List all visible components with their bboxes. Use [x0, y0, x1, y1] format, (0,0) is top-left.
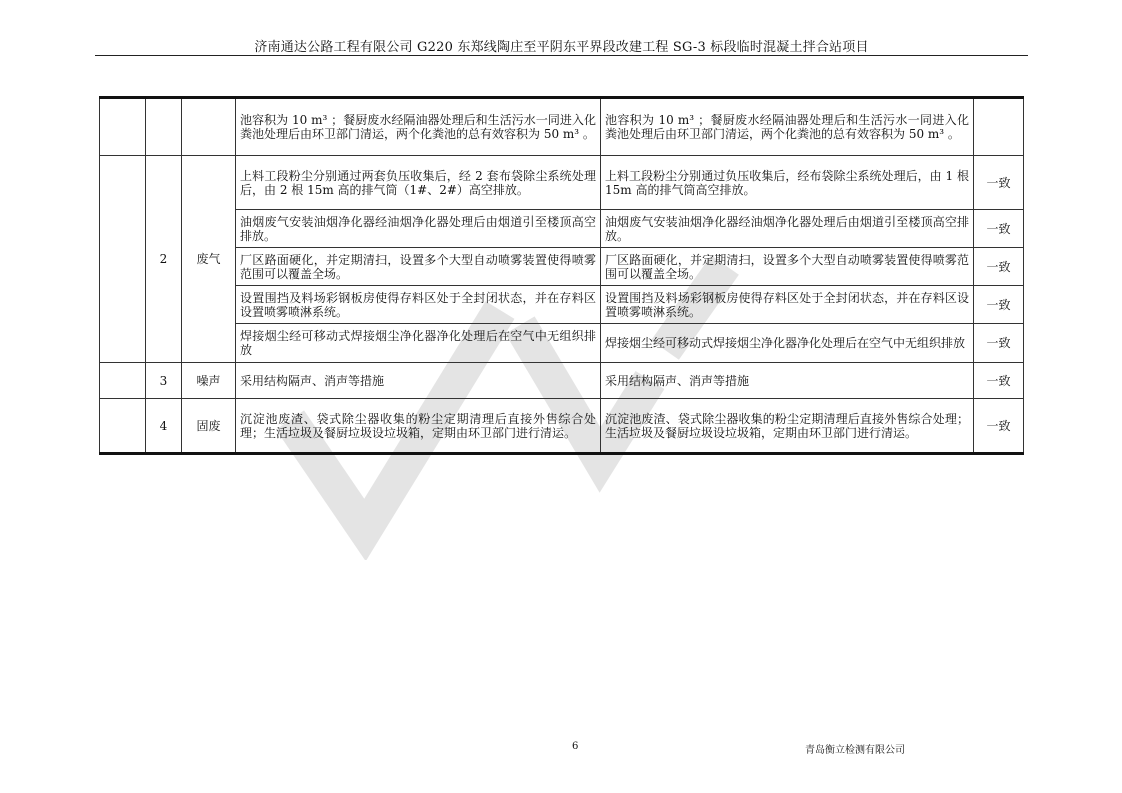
table-cell-num: 2 — [146, 156, 182, 363]
table-cell-actual: 池容积为 10 m³ ；餐厨废水经隔油器处理后和生活污水一同进入化粪池处理后由环卫部门清运，两个化粪池的总有效容积为 50 m³ 。 — [601, 98, 974, 156]
table-cell-num: 4 — [146, 399, 182, 454]
table-row — [100, 210, 1024, 248]
table-cell-result: 一致 — [974, 363, 1024, 399]
table-row — [100, 363, 1024, 399]
table-cell-num — [146, 98, 182, 156]
table-cell-category — [182, 98, 236, 156]
table-cell-result: 一致 — [974, 156, 1024, 210]
table-cell-result: 一致 — [974, 324, 1024, 363]
table-row — [100, 286, 1024, 324]
table-cell-design: 沉淀池废渣、袋式除尘器收集的粉尘定期清理后直接外售综合处理；生活垃圾及餐厨垃圾设垃圾箱，定期由环卫部门进行清运。 — [236, 399, 601, 454]
table-cell-actual: 焊接烟尘经可移动式焊接烟尘净化器净化处理后在空气中无组织排放 — [601, 324, 974, 363]
table-cell-category: 噪声 — [182, 363, 236, 399]
table-cell-actual: 上料工段粉尘分别通过负压收集后，经布袋除尘系统处理后，由 1 根 15m 高的排气筒高空排放。 — [601, 156, 974, 210]
table-cell-actual: 油烟废气安装油烟净化器经油烟净化器处理后由烟道引至楼顶高空排放。 — [601, 210, 974, 248]
table-cell-actual: 沉淀池废渣、袋式除尘器收集的粉尘定期清理后直接外售综合处理；生活垃圾及餐厨垃圾设垃圾箱，定期由环卫部门进行清运。 — [601, 399, 974, 454]
table-row — [100, 399, 1024, 454]
table-cell-actual: 设置围挡及料场彩钢板房使得存料区处于全封闭状态，并在存料区设置喷雾喷淋系统。 — [601, 286, 974, 324]
verification-table — [99, 96, 1024, 455]
table-row — [100, 324, 1024, 363]
table-cell-empty — [100, 363, 146, 399]
table-row — [100, 156, 1024, 210]
table-cell-empty — [100, 98, 146, 156]
table-cell-result: 一致 — [974, 399, 1024, 454]
table-cell-empty — [100, 399, 146, 454]
table-row — [100, 98, 1024, 156]
table-cell-category: 固废 — [182, 399, 236, 454]
table-cell-design: 厂区路面硬化，并定期清扫，设置多个大型自动喷雾装置使得喷雾范围可以覆盖全场。 — [236, 248, 601, 286]
page-number: 6 — [572, 741, 579, 752]
page-header-title: 济南通达公路工程有限公司 G220 东郑线陶庄至平阴东平界段改建工程 SG-3 标段临时混凝土拌合站项目 — [254, 40, 869, 55]
header-divider — [95, 55, 1028, 56]
footer-company: 青岛衡立检测有限公司 — [805, 745, 905, 756]
table-row — [100, 248, 1024, 286]
table-cell-category: 废气 — [182, 156, 236, 363]
table-cell-design: 上料工段粉尘分别通过两套负压收集后，经 2 套布袋除尘系统处理后，由 2 根 15m 高的排气筒（1#、2#）高空排放。 — [236, 156, 601, 210]
table-cell-num: 3 — [146, 363, 182, 399]
table-cell-design: 采用结构隔声、消声等措施 — [236, 363, 601, 399]
table-cell-actual: 厂区路面硬化，并定期清扫，设置多个大型自动喷雾装置使得喷雾范围可以覆盖全场。 — [601, 248, 974, 286]
table-cell-result: 一致 — [974, 210, 1024, 248]
table-cell-design: 设置围挡及料场彩钢板房使得存料区处于全封闭状态，并在存料区设置喷雾喷淋系统。 — [236, 286, 601, 324]
table-cell-empty — [100, 156, 146, 363]
table-cell-result: 一致 — [974, 248, 1024, 286]
table-cell-result: 一致 — [974, 286, 1024, 324]
table-cell-result — [974, 98, 1024, 156]
table-cell-design: 池容积为 10 m³ ；餐厨废水经隔油器处理后和生活污水一同进入化粪池处理后由环卫部门清运，两个化粪池的总有效容积为 50 m³ 。 — [236, 98, 601, 156]
table-cell-design: 焊接烟尘经可移动式焊接烟尘净化器净化处理后在空气中无组织排放 — [236, 324, 601, 363]
table-cell-design: 油烟废气安装油烟净化器经油烟净化器处理后由烟道引至楼顶高空排放。 — [236, 210, 601, 248]
table-cell-actual: 采用结构隔声、消声等措施 — [601, 363, 974, 399]
